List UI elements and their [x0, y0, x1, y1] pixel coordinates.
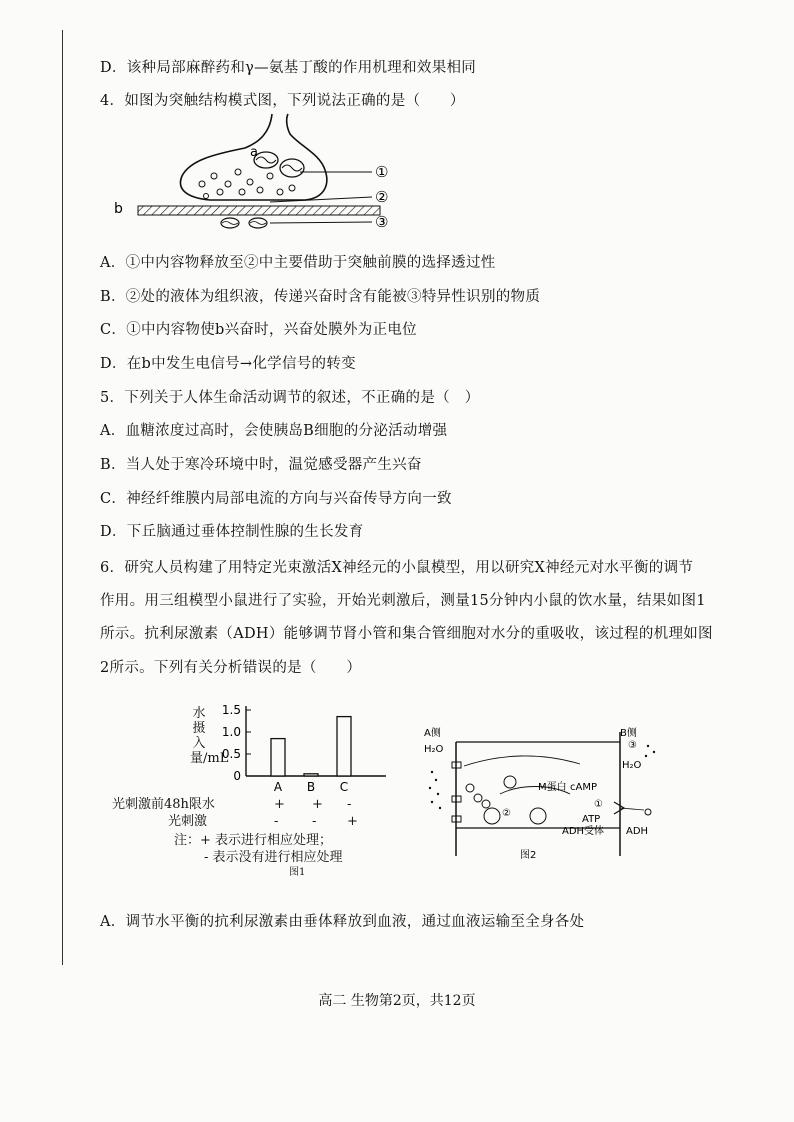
q6-stem-line1: 6．研究人员构建了用特定光束激活X神经元的小鼠模型，用以研究X神经元对水平衡的调节	[100, 560, 694, 576]
h2o-right-label: H₂O	[622, 760, 642, 771]
y-tick-label: 1.0	[221, 725, 241, 739]
adh-receptor-label: ADH受体	[562, 826, 605, 837]
circle-1-label: ①	[594, 799, 603, 810]
bar-B	[304, 774, 318, 776]
row1-mark-b: +	[312, 797, 323, 812]
x-tick-label-A: A	[273, 780, 283, 794]
row2-mark-b: -	[312, 814, 317, 829]
row1-label: 光刺激前48h限水	[112, 797, 215, 812]
row2-mark-c: +	[347, 814, 358, 829]
q5-option-d: D．下丘脑通过垂体控制性腺的生长发育	[100, 524, 364, 540]
atp-label: ATP	[582, 814, 601, 825]
chart-treatment-table	[112, 796, 358, 880]
circle-2-label: ②	[502, 808, 511, 819]
q6-stem-line2: 作用。用三组模型小鼠进行了实验，开始光刺激后，测量15分钟内小鼠的饮水量，结果如图1	[100, 593, 706, 609]
label-circle-3: ③	[375, 213, 389, 231]
figure2-caption: 图2	[520, 850, 537, 861]
side-b-label: B侧	[620, 728, 637, 739]
circle-3-label: ③	[628, 740, 637, 751]
y-tick-label: 0	[233, 769, 241, 783]
side-a-label: A侧	[424, 728, 441, 739]
q5-option-a: A．血糖浓度过高时，会使胰岛B细胞的分泌活动增强	[100, 423, 448, 439]
q6-stem-line4: 2所示。下列有关分析错误的是（ ）	[100, 660, 362, 676]
bar-chart	[208, 700, 388, 800]
chart-ylabel: 水摄入量/mL	[190, 706, 229, 766]
q4-option-c: C．①中内容物使b兴奋时，兴奋处膜外为正电位	[100, 322, 417, 338]
bar-A	[271, 739, 285, 776]
y-tick-label: 0.5	[221, 747, 241, 761]
label-circle-1: ①	[375, 163, 389, 181]
x-tick-label-C: C	[339, 780, 349, 794]
chart-note-1: 注：+ 表示进行相应处理；	[174, 833, 333, 848]
y-tick-label: 1.5	[221, 703, 241, 717]
row-light-stimulation	[112, 813, 358, 830]
q4-option-b: B．②处的液体为组织液，传递兴奋时含有能被③特异性识别的物质	[100, 289, 541, 305]
label-b: b	[114, 201, 123, 217]
bar-C	[337, 717, 351, 776]
synapse-diagram	[110, 112, 420, 237]
figure1-caption: 图1	[289, 867, 306, 878]
page-footer: 高二 生物第2页，共12页	[318, 993, 476, 1009]
q6-stem-line3: 所示。抗利尿激素（ADH）能够调节肾小管和集合管细胞对水分的重吸收，该过程的机理如图	[100, 626, 713, 642]
q4-option-d: D．在b中发生电信号→化学信号的转变	[100, 356, 356, 372]
camp-label: cAMP	[570, 782, 597, 793]
m-protein-label: M蛋白	[538, 782, 567, 793]
page-margin-line	[62, 30, 63, 965]
row-water-restriction	[112, 796, 352, 813]
adh-label: ADH	[626, 826, 649, 837]
q5-option-c: C．神经纤维膜内局部电流的方向与兴奋传导方向一致	[100, 491, 452, 507]
q4-stem: 4．如图为突触结构模式图，下列说法正确的是（ ）	[100, 93, 465, 109]
row2-label: 光刺激	[168, 814, 208, 829]
chart-note-2: - 表示没有进行相应处理	[204, 850, 343, 865]
row1-mark-a: +	[274, 797, 285, 812]
label-circle-2: ②	[375, 188, 389, 206]
q6-option-a: A．调节水平衡的抗利尿激素由垂体释放到血液，通过血液运输至全身各处	[100, 914, 585, 930]
q5-option-b: B．当人处于寒冷环境中时，温觉感受器产生兴奋	[100, 457, 422, 473]
row1-mark-c: -	[347, 797, 352, 812]
adh-mechanism-diagram	[420, 724, 670, 862]
x-tick-label-B: B	[306, 780, 316, 794]
row2-mark-a: -	[274, 814, 279, 829]
q5-stem: 5．下列关于人体生命活动调节的叙述，不正确的是（ ）	[100, 390, 480, 406]
h2o-left-label: H₂O	[424, 744, 444, 755]
q4-option-a: A．①中内容物释放至②中主要借助于突触前膜的选择透过性	[100, 255, 496, 271]
q3-option-d: D．该种局部麻醉药和γ—氨基丁酸的作用机理和效果相同	[100, 60, 477, 76]
label-a: a	[250, 145, 258, 160]
